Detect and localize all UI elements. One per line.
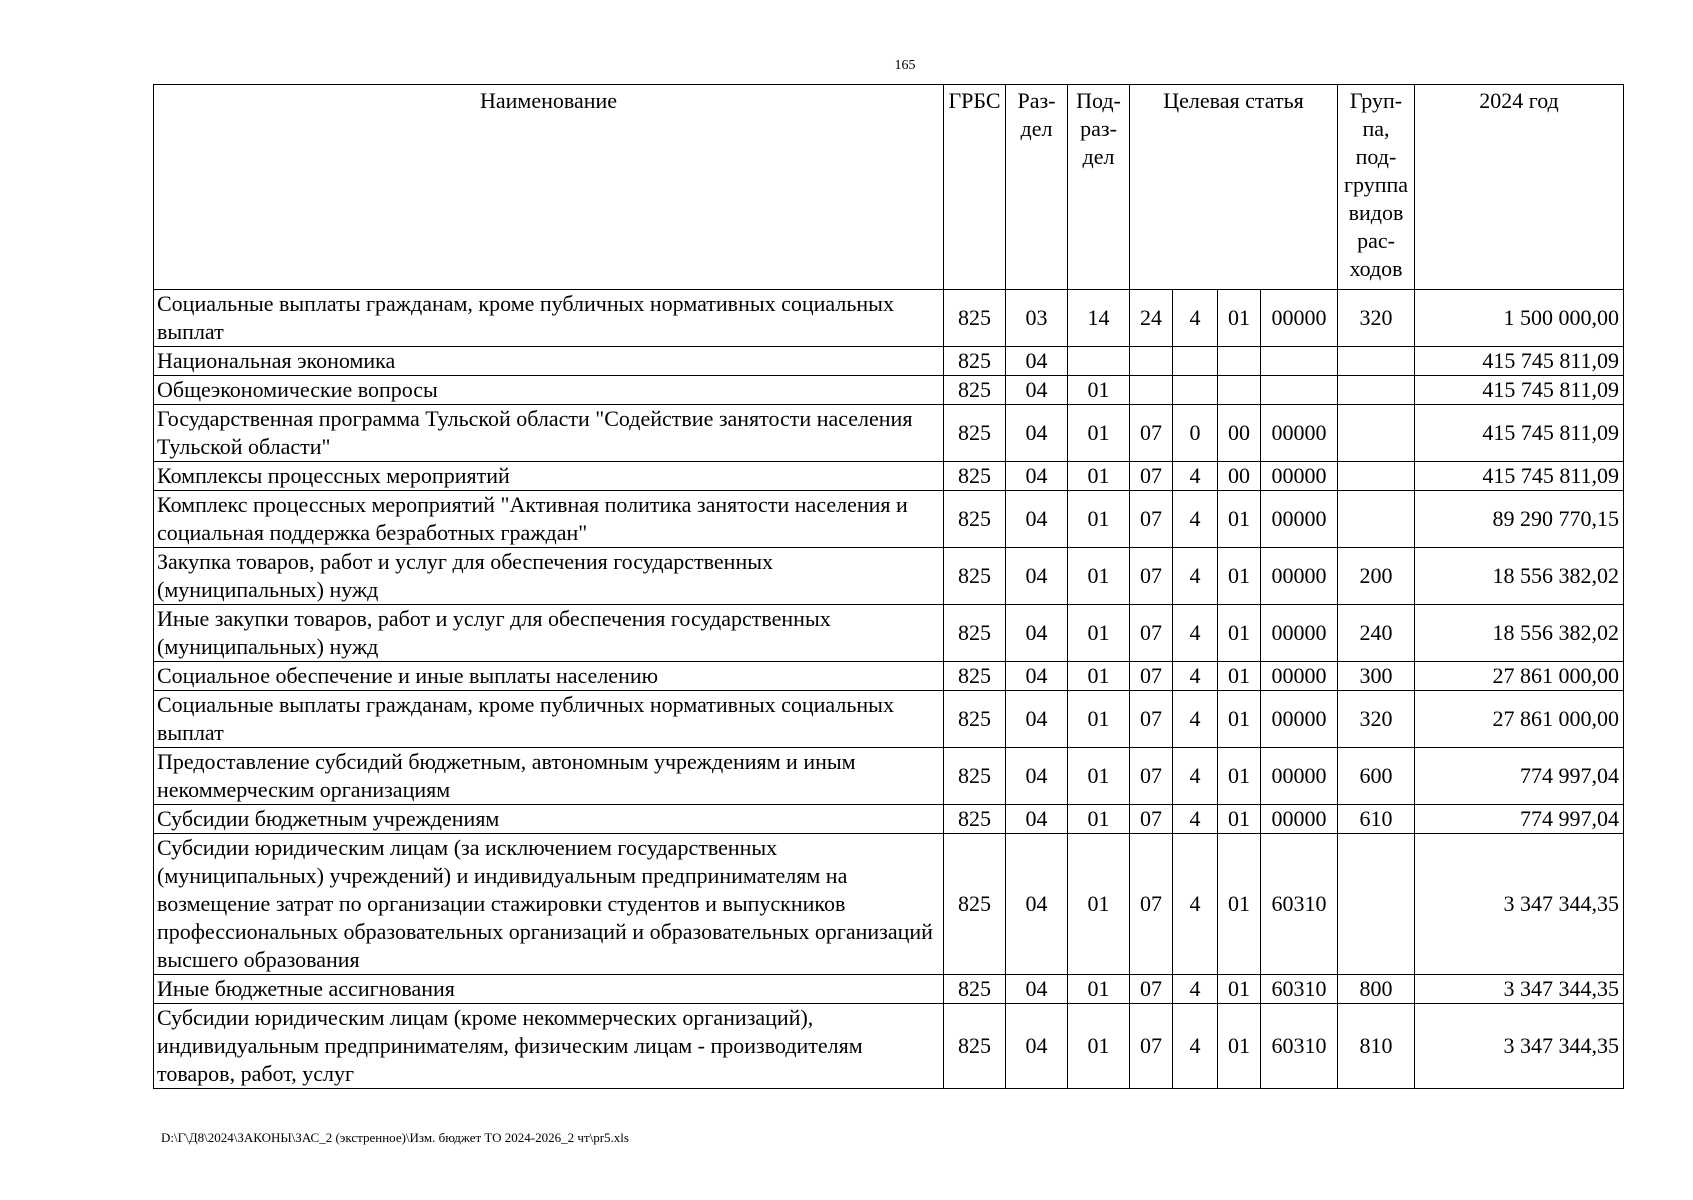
cell-target-subprogram: 01	[1218, 805, 1261, 834]
cell-podrazdel: 01	[1068, 834, 1130, 975]
table-row	[154, 805, 1624, 834]
cell-target-subprogram: 01	[1218, 975, 1261, 1004]
cell-target-direction: 60310	[1261, 975, 1338, 1004]
cell-target-type: 4	[1173, 975, 1218, 1004]
cell-amount-2024: 3 347 344,35	[1415, 1004, 1624, 1089]
cell-target-direction: 00000	[1261, 290, 1338, 347]
row-name: Субсидии юридическим лицам (кроме некоммерческих организаций), индивидуальным предпринимателям, физическим лицам - производителям товаров, работ, услуг	[154, 1004, 944, 1089]
cell-target-program: 07	[1130, 462, 1173, 491]
table-row	[154, 376, 1624, 405]
cell-target-direction: 00000	[1261, 662, 1338, 691]
cell-target-program	[1130, 376, 1173, 405]
cell-razdel: 04	[1006, 491, 1068, 548]
cell-target-program: 07	[1130, 805, 1173, 834]
cell-grbs: 825	[944, 347, 1006, 376]
table-row	[154, 347, 1624, 376]
cell-expense-group	[1338, 347, 1415, 376]
cell-razdel: 04	[1006, 605, 1068, 662]
cell-grbs: 825	[944, 462, 1006, 491]
cell-target-direction: 60310	[1261, 834, 1338, 975]
cell-target-direction: 00000	[1261, 691, 1338, 748]
cell-grbs: 825	[944, 1004, 1006, 1089]
cell-podrazdel: 01	[1068, 805, 1130, 834]
cell-grbs: 825	[944, 834, 1006, 975]
cell-target-type: 4	[1173, 834, 1218, 975]
table-row	[154, 405, 1624, 462]
row-name: Субсидии юридическим лицам (за исключением государственных (муниципальных) учреждений) и индивидуальным предпринимателям на возмещение затрат по организации стажировки студентов и выпускников профессиональных образовательных организаций и образовательных организаций высшего образования	[154, 834, 944, 975]
cell-expense-group	[1338, 462, 1415, 491]
cell-amount-2024: 415 745 811,09	[1415, 347, 1624, 376]
cell-razdel: 04	[1006, 691, 1068, 748]
row-name: Субсидии бюджетным учреждениям	[154, 805, 944, 834]
table-row	[154, 290, 1624, 347]
cell-grbs: 825	[944, 805, 1006, 834]
cell-target-direction: 60310	[1261, 1004, 1338, 1089]
cell-target-program: 07	[1130, 605, 1173, 662]
cell-grbs: 825	[944, 748, 1006, 805]
cell-target-type: 4	[1173, 748, 1218, 805]
cell-target-program: 07	[1130, 548, 1173, 605]
cell-target-type: 4	[1173, 662, 1218, 691]
cell-target-program: 07	[1130, 748, 1173, 805]
cell-podrazdel: 01	[1068, 605, 1130, 662]
cell-target-direction: 00000	[1261, 805, 1338, 834]
header-podrazdel: Под- раз- дел	[1068, 85, 1130, 290]
cell-razdel: 03	[1006, 290, 1068, 347]
table-row	[154, 605, 1624, 662]
cell-target-type: 4	[1173, 548, 1218, 605]
cell-target-subprogram: 01	[1218, 748, 1261, 805]
cell-target-program: 24	[1130, 290, 1173, 347]
cell-amount-2024: 415 745 811,09	[1415, 462, 1624, 491]
table-row	[154, 548, 1624, 605]
page-number: 165	[894, 58, 916, 73]
cell-target-subprogram	[1218, 347, 1261, 376]
cell-podrazdel: 01	[1068, 662, 1130, 691]
cell-grbs: 825	[944, 662, 1006, 691]
cell-amount-2024: 415 745 811,09	[1415, 405, 1624, 462]
cell-razdel: 04	[1006, 834, 1068, 975]
cell-grbs: 825	[944, 605, 1006, 662]
cell-target-subprogram: 01	[1218, 662, 1261, 691]
cell-target-program: 07	[1130, 662, 1173, 691]
cell-target-direction	[1261, 347, 1338, 376]
cell-target-type: 4	[1173, 805, 1218, 834]
cell-target-subprogram	[1218, 376, 1261, 405]
cell-expense-group	[1338, 834, 1415, 975]
cell-amount-2024: 27 861 000,00	[1415, 691, 1624, 748]
cell-amount-2024: 27 861 000,00	[1415, 662, 1624, 691]
cell-razdel: 04	[1006, 347, 1068, 376]
cell-razdel: 04	[1006, 462, 1068, 491]
cell-podrazdel: 01	[1068, 462, 1130, 491]
table-row	[154, 748, 1624, 805]
cell-target-program: 07	[1130, 691, 1173, 748]
cell-target-direction: 00000	[1261, 491, 1338, 548]
cell-podrazdel: 01	[1068, 691, 1130, 748]
cell-target-direction: 00000	[1261, 748, 1338, 805]
row-name: Общеэкономические вопросы	[154, 376, 944, 405]
cell-expense-group: 600	[1338, 748, 1415, 805]
header-razdel: Раз- дел	[1006, 85, 1068, 290]
cell-razdel: 04	[1006, 662, 1068, 691]
table-row	[154, 975, 1624, 1004]
cell-target-subprogram: 01	[1218, 290, 1261, 347]
cell-expense-group: 300	[1338, 662, 1415, 691]
cell-target-subprogram: 01	[1218, 834, 1261, 975]
cell-podrazdel: 01	[1068, 548, 1130, 605]
cell-target-direction: 00000	[1261, 605, 1338, 662]
cell-target-direction: 00000	[1261, 548, 1338, 605]
cell-amount-2024: 3 347 344,35	[1415, 975, 1624, 1004]
row-name: Социальные выплаты гражданам, кроме публичных нормативных социальных выплат	[154, 290, 944, 347]
cell-target-subprogram: 01	[1218, 605, 1261, 662]
cell-target-subprogram: 00	[1218, 405, 1261, 462]
cell-amount-2024: 415 745 811,09	[1415, 376, 1624, 405]
cell-podrazdel: 01	[1068, 376, 1130, 405]
cell-target-program: 07	[1130, 834, 1173, 975]
cell-target-direction: 00000	[1261, 405, 1338, 462]
cell-podrazdel: 01	[1068, 405, 1130, 462]
cell-grbs: 825	[944, 491, 1006, 548]
row-name: Закупка товаров, работ и услуг для обеспечения государственных (муниципальных) нужд	[154, 548, 944, 605]
cell-expense-group: 200	[1338, 548, 1415, 605]
cell-razdel: 04	[1006, 748, 1068, 805]
cell-amount-2024: 1 500 000,00	[1415, 290, 1624, 347]
cell-razdel: 04	[1006, 1004, 1068, 1089]
footer-file-path: D:\Г\Д8\2024\ЗАКОНЫ\ЗАС_2 (экстренное)\Изм. бюджет ТО 2024-2026_2 чт\pr5.xls	[161, 1130, 629, 1145]
table-row	[154, 662, 1624, 691]
cell-expense-group: 810	[1338, 1004, 1415, 1089]
cell-expense-group: 610	[1338, 805, 1415, 834]
cell-target-type: 4	[1173, 462, 1218, 491]
cell-grbs: 825	[944, 975, 1006, 1004]
row-name: Иные бюджетные ассигнования	[154, 975, 944, 1004]
cell-expense-group	[1338, 405, 1415, 462]
cell-podrazdel: 01	[1068, 748, 1130, 805]
row-name: Государственная программа Тульской области "Содействие занятости населения Тульской области"	[154, 405, 944, 462]
row-name: Иные закупки товаров, работ и услуг для обеспечения государственных (муниципальных) нужд	[154, 605, 944, 662]
cell-podrazdel: 01	[1068, 1004, 1130, 1089]
cell-grbs: 825	[944, 405, 1006, 462]
row-name: Социальное обеспечение и иные выплаты населению	[154, 662, 944, 691]
cell-amount-2024: 3 347 344,35	[1415, 834, 1624, 975]
cell-target-program: 07	[1130, 405, 1173, 462]
cell-target-type: 0	[1173, 405, 1218, 462]
cell-grbs: 825	[944, 376, 1006, 405]
table-row	[154, 691, 1624, 748]
cell-expense-group	[1338, 491, 1415, 548]
cell-expense-group: 320	[1338, 691, 1415, 748]
cell-target-type: 4	[1173, 491, 1218, 548]
table-row	[154, 834, 1624, 975]
cell-podrazdel	[1068, 347, 1130, 376]
table-row	[154, 491, 1624, 548]
cell-podrazdel: 01	[1068, 975, 1130, 1004]
table-header-row	[154, 85, 1624, 290]
cell-target-program: 07	[1130, 491, 1173, 548]
cell-amount-2024: 18 556 382,02	[1415, 605, 1624, 662]
header-target-article: Целевая статья	[1130, 85, 1338, 290]
cell-razdel: 04	[1006, 975, 1068, 1004]
cell-amount-2024: 774 997,04	[1415, 748, 1624, 805]
table-row	[154, 1004, 1624, 1089]
row-name: Социальные выплаты гражданам, кроме публичных нормативных социальных выплат	[154, 691, 944, 748]
cell-amount-2024: 18 556 382,02	[1415, 548, 1624, 605]
table-row	[154, 462, 1624, 491]
cell-amount-2024: 89 290 770,15	[1415, 491, 1624, 548]
cell-podrazdel: 14	[1068, 290, 1130, 347]
header-name: Наименование	[154, 85, 944, 290]
row-name: Предоставление субсидий бюджетным, автономным учреждениям и иным некоммерческим организациям	[154, 748, 944, 805]
cell-target-type	[1173, 376, 1218, 405]
cell-razdel: 04	[1006, 376, 1068, 405]
cell-expense-group: 800	[1338, 975, 1415, 1004]
cell-amount-2024: 774 997,04	[1415, 805, 1624, 834]
cell-target-direction: 00000	[1261, 462, 1338, 491]
cell-target-program: 07	[1130, 1004, 1173, 1089]
cell-target-subprogram: 01	[1218, 491, 1261, 548]
cell-target-direction	[1261, 376, 1338, 405]
cell-grbs: 825	[944, 691, 1006, 748]
header-expense-group: Груп- па, под- группа видов рас- ходов	[1338, 85, 1415, 290]
cell-target-type: 4	[1173, 691, 1218, 748]
cell-grbs: 825	[944, 548, 1006, 605]
header-grbs: ГРБС	[944, 85, 1006, 290]
header-year-2024: 2024 год	[1415, 85, 1624, 290]
cell-target-type: 4	[1173, 1004, 1218, 1089]
cell-target-subprogram: 01	[1218, 691, 1261, 748]
cell-target-subprogram: 01	[1218, 548, 1261, 605]
cell-target-program: 07	[1130, 975, 1173, 1004]
row-name: Национальная экономика	[154, 347, 944, 376]
cell-target-subprogram: 00	[1218, 462, 1261, 491]
row-name: Комплекс процессных мероприятий "Активная политика занятости населения и социальная поддержка безработных граждан"	[154, 491, 944, 548]
cell-razdel: 04	[1006, 805, 1068, 834]
cell-razdel: 04	[1006, 405, 1068, 462]
cell-expense-group	[1338, 376, 1415, 405]
cell-razdel: 04	[1006, 548, 1068, 605]
cell-target-program	[1130, 347, 1173, 376]
cell-grbs: 825	[944, 290, 1006, 347]
cell-target-subprogram: 01	[1218, 1004, 1261, 1089]
cell-target-type	[1173, 347, 1218, 376]
cell-target-type: 4	[1173, 605, 1218, 662]
budget-table	[153, 84, 1624, 1089]
cell-podrazdel: 01	[1068, 491, 1130, 548]
cell-target-type: 4	[1173, 290, 1218, 347]
row-name: Комплексы процессных мероприятий	[154, 462, 944, 491]
cell-expense-group: 240	[1338, 605, 1415, 662]
cell-expense-group: 320	[1338, 290, 1415, 347]
